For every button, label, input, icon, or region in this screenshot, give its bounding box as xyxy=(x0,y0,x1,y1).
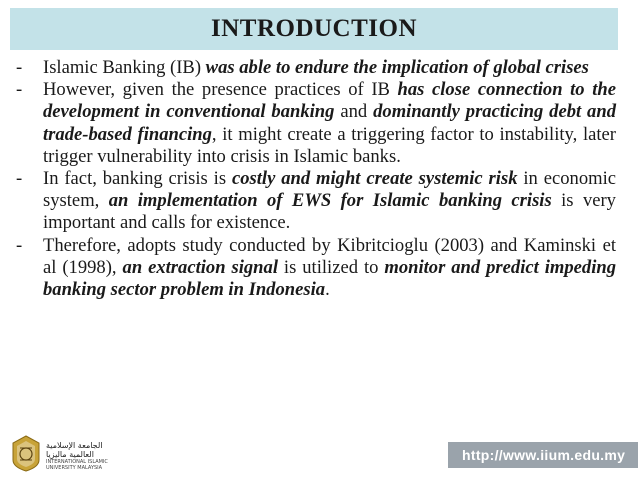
bullet-dash: - xyxy=(16,168,23,190)
emphasis-text: an implementation of EWS for Islamic banking crisis xyxy=(108,190,552,212)
logo-text-arabic: الجامعة الإسلامية العالمية ماليزيا xyxy=(46,441,103,459)
url-banner[interactable] xyxy=(448,442,638,468)
emphasis-text: an extraction signal xyxy=(122,256,278,278)
bullet-item xyxy=(12,57,616,79)
body-text: , it might create a triggering factor to instability, later trigger vulnerability into crisis in Islamic banks. xyxy=(43,123,616,167)
body-text: is utilized to xyxy=(278,256,385,278)
university-logo-icon xyxy=(10,434,42,472)
bullet-item xyxy=(12,235,616,302)
body-text: . xyxy=(325,279,330,301)
body-text: Islamic Banking (IB) xyxy=(43,57,206,78)
logo-text-english: INTERNATIONAL ISLAMIC UNIVERSITY MALAYSIA xyxy=(46,459,108,471)
emphasis-text: was able to endure the implication of global crises xyxy=(205,57,589,78)
bullet-list xyxy=(12,57,616,301)
body-text: and xyxy=(334,101,374,123)
body-text: in economic system, xyxy=(43,168,616,212)
url-link[interactable]: http://www.iium.edu.my xyxy=(462,447,626,463)
emphasis-text: dominantly practicing debt and trade-based financing xyxy=(43,101,616,145)
footer xyxy=(0,426,638,479)
body-text: However, given the presence practices of IB xyxy=(43,79,398,101)
emphasis-text: monitor and predict impeding banking sector problem in Indonesia xyxy=(43,256,616,301)
body-text: Therefore, adopts study conducted by Kibritcioglu (2003) and Kaminski et al (1998), xyxy=(43,234,616,278)
bullet-item xyxy=(12,79,616,168)
body-text: is very important and calls for existence. xyxy=(43,190,616,234)
title-bar xyxy=(10,8,618,50)
bullet-dash: - xyxy=(16,57,23,78)
bullet-dash: - xyxy=(16,79,23,101)
logo-text xyxy=(46,441,124,471)
body-text: In fact, banking crisis is xyxy=(43,168,232,190)
emphasis-text: has close connection to the development in conventional banking xyxy=(43,79,616,123)
bullet-dash: - xyxy=(16,234,23,256)
emphasis-text: costly and might create systemic risk xyxy=(231,168,518,190)
page-title: INTRODUCTION xyxy=(210,15,418,42)
bullet-item xyxy=(12,168,616,235)
